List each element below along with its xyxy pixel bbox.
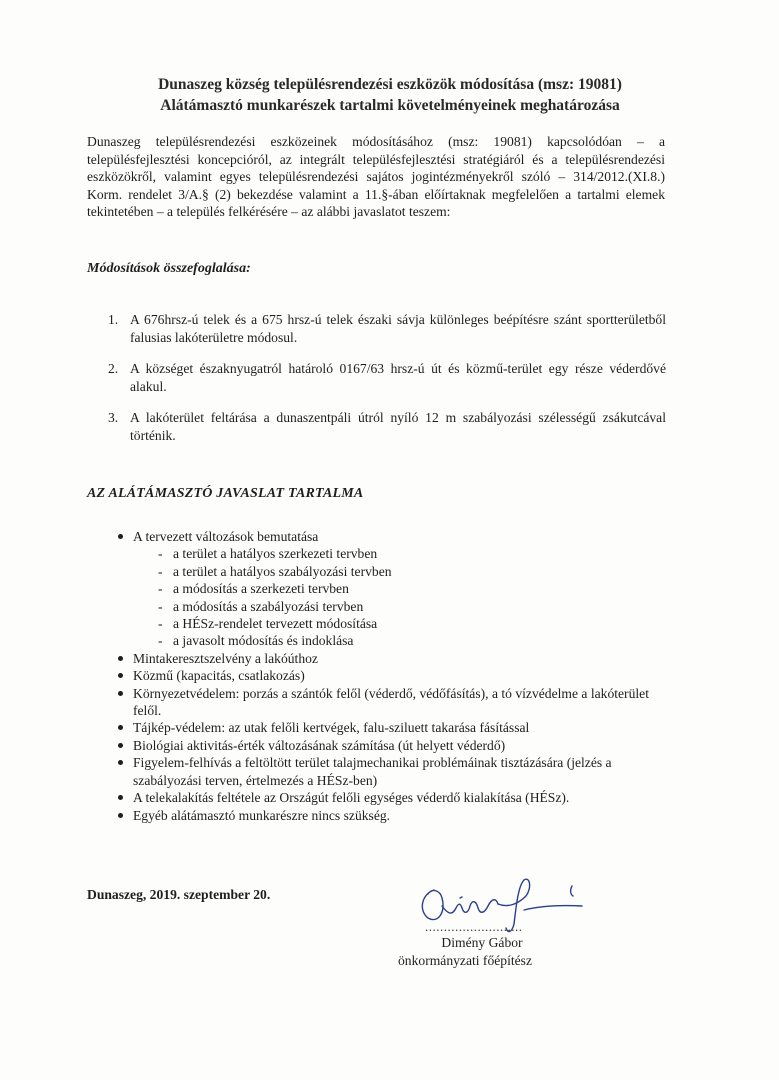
bullet-item: Tájkép-védelem: az utak felőli kertvégek, falu-sziluett takarása fásítással <box>118 719 663 736</box>
item-text: A községet északnyugatról határoló 0167/63 hrsz-ú út és közmű-terület egy része véderdővé alakul. <box>130 361 666 394</box>
sub-item: - a HÉSz-rendelet tervezett módosítása <box>158 615 663 632</box>
item-number: 1. <box>108 312 119 327</box>
sub-list <box>133 545 663 649</box>
document-title <box>80 74 700 116</box>
signature-dots: .......................... <box>425 919 523 934</box>
intro-paragraph: Dunaszeg településrendezési eszközeinek módosításához (msz: 19081) kapcsolódóan – a településfejlesztési koncepcióról, az integrált településfejlesztési stratégiáról és a településrendezési eszközökről, valamint egyes településrendezési sajátos jogintézményekről szóló – 314/2012.(XI.8.) Korm. rendelet 3/A.§ (2) bekezdése valamint a 11.§-ában előírtaknak megfelelően a tartalmi elemek tekintetében – a település felkérésére – az alábbi javaslatot teszem: <box>87 134 665 220</box>
bullet-item: Egyéb alátámasztó munkarészre nincs szükség. <box>118 807 663 824</box>
sub-item: - a terület a hatályos szerkezeti tervben <box>158 545 663 562</box>
sub-item: - a terület a hatályos szabályozási tervben <box>158 563 663 580</box>
sub-item: - a módosítás a szerkezeti tervben <box>158 580 663 597</box>
modifications-list <box>108 311 666 458</box>
signer-title: önkormányzati főépítész <box>398 953 532 968</box>
modification-item <box>108 311 666 347</box>
bullet-text: A tervezett változások bemutatása <box>133 529 319 544</box>
bullet-item <box>118 528 663 650</box>
bullet-item: Környezetvédelem: porzás a szántók felől (véderdő, védőfásítás), a tó vízvédelme a lakóterület felől. <box>118 685 663 720</box>
item-number: 2. <box>108 361 119 376</box>
bullet-item: Közmű (kapacitás, csatlakozás) <box>118 667 663 684</box>
section-heading: AZ ALÁTÁMASZTÓ JAVASLAT TARTALMA <box>87 486 364 501</box>
bullet-item: Figyelem-felhívás a feltöltött terület talajmechanikai problémáinak tisztázására (jelzés a szabályozási terven, értelmezés a HÉSz-ben) <box>118 754 663 789</box>
content-bullet-list <box>118 528 663 824</box>
modification-item <box>108 360 666 396</box>
item-text: A 676hrsz-ú telek és a 675 hrsz-ú telek északi sávja különleges beépítésre szánt sportterületből falusias lakóterületre módosul. <box>130 312 666 345</box>
bullet-item: Biológiai aktivitás-érték változásának számítása (út helyett véderdő) <box>118 737 663 754</box>
date-line: Dunaszeg, 2019. szeptember 20. <box>87 887 271 902</box>
modification-item <box>108 409 666 445</box>
sub-item: - a módosítás a szabályozási tervben <box>158 598 663 615</box>
item-number: 3. <box>108 410 119 425</box>
signer-name: Dimény Gábor <box>441 935 523 950</box>
item-text: A lakóterület feltárása a dunaszentpáli útról nyíló 12 m szabályozási szélességű zsákutcával történik. <box>130 410 666 443</box>
title-line-1: Dunaszeg község településrendezési eszközök módosítása (msz: 19081) <box>158 76 622 93</box>
title-line-2: Alátámasztó munkarészek tartalmi követelményeinek meghatározása <box>160 97 620 114</box>
bullet-item: A telekalakítás feltétele az Országút felőli egységes véderdő kialakítása (HÉSz). <box>118 789 663 806</box>
bullet-item: Mintakeresztszelvény a lakóúthoz <box>118 650 663 667</box>
sub-item: - a javasolt módosítás és indoklása <box>158 632 663 649</box>
summary-heading: Módosítások összefoglalása: <box>87 261 251 276</box>
